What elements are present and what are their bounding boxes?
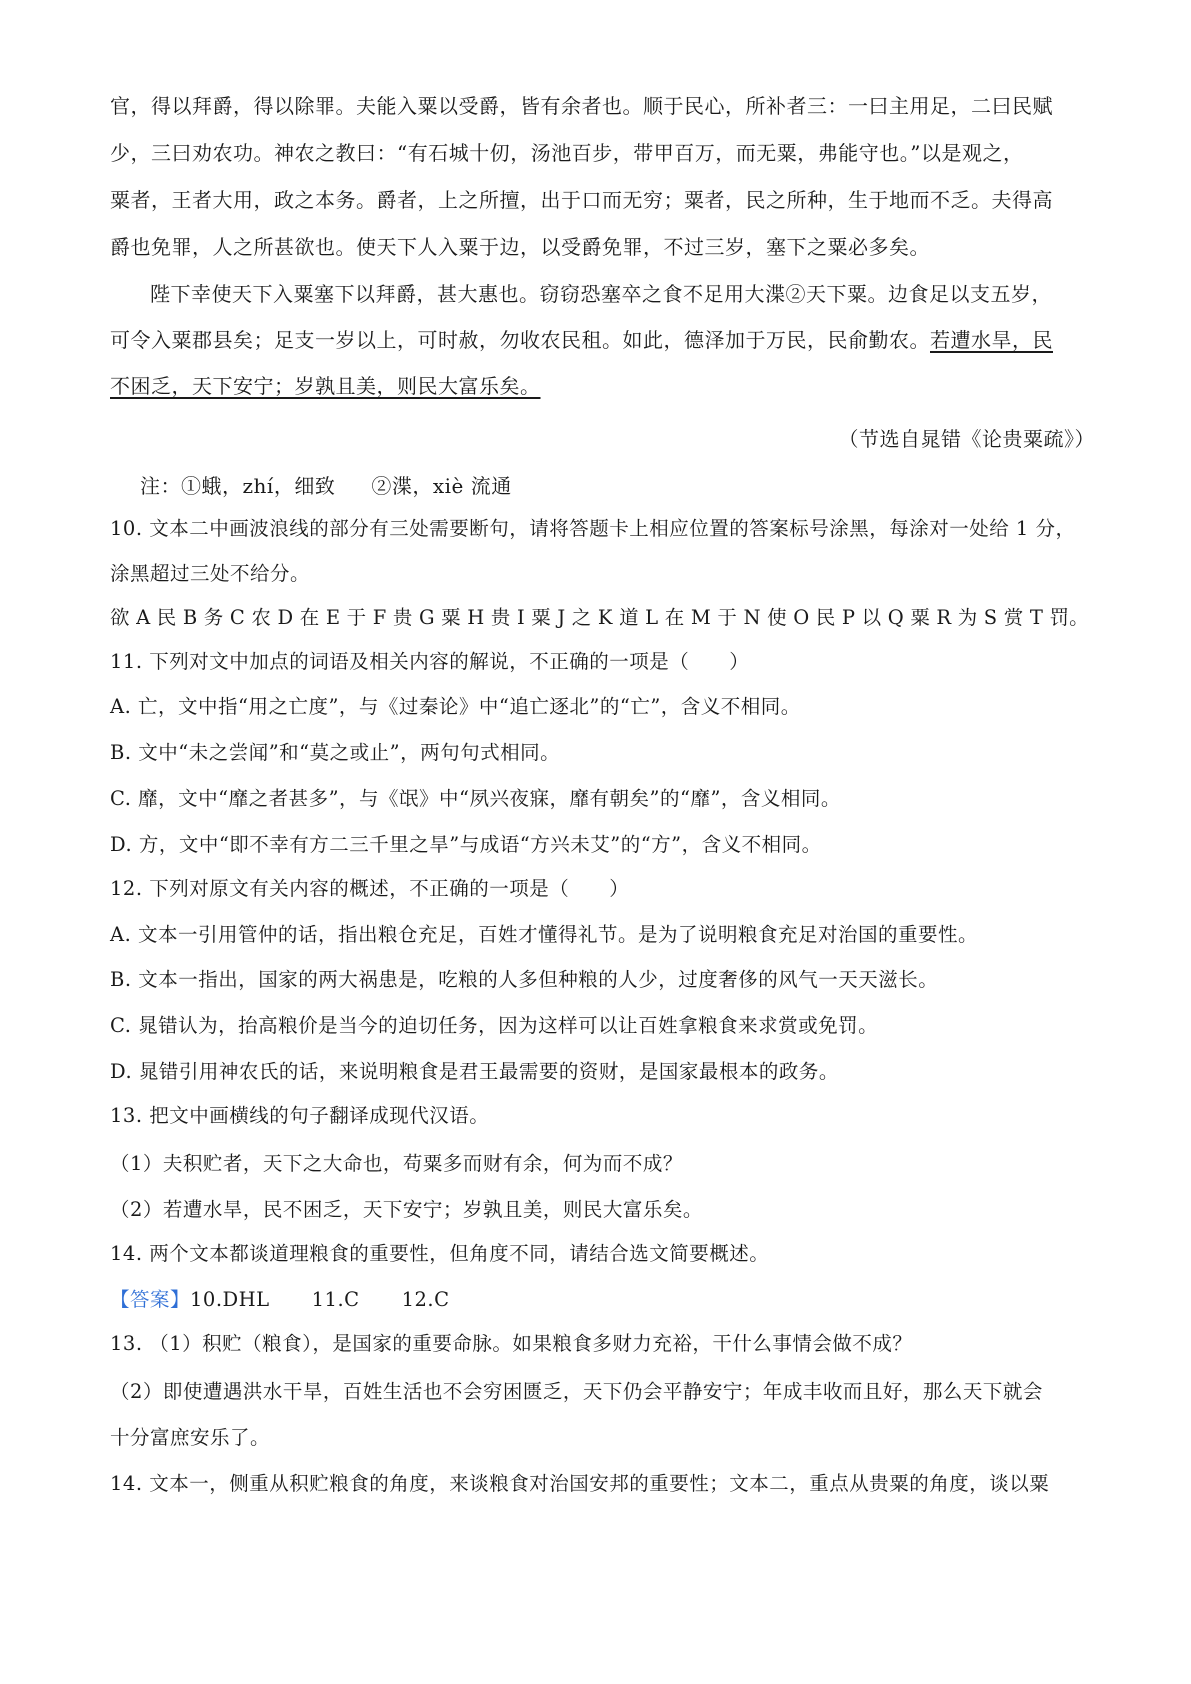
note-1: ①蛾，zhí，细致 bbox=[181, 474, 336, 498]
question-14: 14. 两个文本都谈道理粮食的重要性，但角度不同，请结合选文简要概述。 bbox=[110, 1242, 770, 1265]
passage-line-2: 少，三曰劝农功。神农之教曰：“有石城十仞，汤池百步，带甲百万，而无粟，弗能守也。”以是观之， bbox=[110, 141, 1024, 165]
passage-line-6-text: 可令入粟郡县矣；足支一岁以上，可时赦，勿收农民租。如此，德泽加于万民，民俞勤农。 bbox=[110, 328, 930, 352]
question-11: 11. 下列对文中加点的词语及相关内容的解说，不正确的一项是（ ） bbox=[110, 650, 750, 673]
passage-line-5: 陛下幸使天下入粟塞下以拜爵，甚大惠也。窃窃恐塞卒之食不足用大渫②天下粟。边食足以支五岁， bbox=[150, 282, 1052, 306]
question-11-option-c: C. 靡，文中“靡之者甚多”，与《氓》中“夙兴夜寐，靡有朝矣”的“靡”，含义相同。 bbox=[110, 787, 841, 810]
question-10-options: 欲 A 民 B 务 C 农 D 在 E 于 F 贵 G 粟 H 贵 I 粟 J 之 K 道 L 在 M 于 N 使 O 民 P 以 Q 粟 R 为 S 赏 T 罚。 bbox=[110, 606, 1089, 629]
passage-line-4: 爵也免罪，人之所甚欲也。使天下人入粟于边，以受爵免罪，不过三岁，塞下之粟必多矣。 bbox=[110, 235, 930, 259]
question-12-option-a: A. 文本一引用管仲的话，指出粮仓充足，百姓才懂得礼节。是为了说明粮食充足对治国的重要性。 bbox=[110, 923, 978, 946]
answers-summary bbox=[110, 1286, 1095, 1314]
underlined-sentence-part-1: 若遭水旱，民 bbox=[930, 328, 1053, 352]
passage-line-1: 官，得以拜爵，得以除罪。夫能入粟以受爵，皆有余者也。顺于民心，所补者三：一曰主用足，二曰民赋 bbox=[110, 94, 1053, 118]
note-2: ②渫，xiè 流通 bbox=[371, 474, 512, 498]
question-13: 13. 把文中画横线的句子翻译成现代汉语。 bbox=[110, 1104, 490, 1127]
question-12-option-c: C. 晁错认为，抬高粮价是当今的迫切任务，因为这样可以让百姓拿粮食来求赏或免罚。 bbox=[110, 1014, 879, 1037]
question-11-option-d: D. 方，文中“即不幸有方二三千里之旱”与成语“方兴未艾”的“方”，含义不相同。 bbox=[110, 833, 822, 856]
answer-11: 11.C bbox=[311, 1288, 360, 1311]
question-13-item-2: （2）若遭水旱，民不困乏，天下安宁；岁孰且美，则民大富乐矣。 bbox=[110, 1198, 703, 1221]
question-10-line-2: 涂黑超过三处不给分。 bbox=[110, 562, 311, 585]
answer-14: 14. 文本一，侧重从积贮粮食的角度，来谈粮食对治国安邦的重要性；文本二，重点从贵粟的角度，谈以粟 bbox=[110, 1472, 1050, 1495]
answer-13-1: 13. （1）积贮（粮食），是国家的重要命脉。如果粮食多财力充裕，干什么事情会做不成？ bbox=[110, 1332, 913, 1355]
passage-notes bbox=[140, 472, 1095, 500]
passage-line-3: 粟者，王者大用，政之本务。爵者，上之所擅，出于口而无穷；粟者，民之所种，生于地而不乏。夫得高 bbox=[110, 188, 1053, 212]
answer-13-2-line-2: 十分富庶安乐了。 bbox=[110, 1426, 271, 1449]
passage-line-6 bbox=[110, 326, 1095, 354]
passage-source: （节选自晁错《论贵粟疏》） bbox=[838, 427, 1095, 451]
question-11-option-a: A. 亡，文中指“用之亡度”，与《过秦论》中“追亡逐北”的“亡”，含义不相同。 bbox=[110, 695, 801, 718]
question-12-option-d: D. 晁错引用神农氏的话，来说明粮食是君王最需要的资财，是国家最根本的政务。 bbox=[110, 1060, 839, 1083]
question-12: 12. 下列对原文有关内容的概述，不正确的一项是（ ） bbox=[110, 877, 630, 900]
question-13-item-1: （1）夫积贮者，天下之大命也，苟粟多而财有余，何为而不成？ bbox=[110, 1152, 683, 1175]
answer-12: 12.C bbox=[401, 1288, 450, 1311]
passage-line-7 bbox=[110, 372, 1095, 400]
question-11-option-b: B. 文中“未之尝闻”和“莫之或止”，两句句式相同。 bbox=[110, 741, 561, 764]
question-12-option-b: B. 文本一指出，国家的两大祸患是，吃粮的人多但种粮的人少，过度奢侈的风气一天天滋长。 bbox=[110, 968, 939, 991]
underlined-sentence-part-2: 不困乏，天下安宁；岁孰且美，则民大富乐矣。 bbox=[110, 374, 541, 398]
answer-10: 10.DHL bbox=[190, 1288, 270, 1311]
answers-label: 【答案】 bbox=[110, 1288, 191, 1311]
question-10-line-1: 10. 文本二中画波浪线的部分有三处需要断句，请将答题卡上相应位置的答案标号涂黑，每涂对一处给 1 分， bbox=[110, 517, 1076, 540]
note-label: 注： bbox=[140, 474, 181, 498]
answer-13-2-line-1: （2）即使遭遇洪水干旱，百姓生活也不会穷困匮乏，天下仍会平静安宁；年成丰收而且好，那么天下就会 bbox=[110, 1380, 1043, 1403]
